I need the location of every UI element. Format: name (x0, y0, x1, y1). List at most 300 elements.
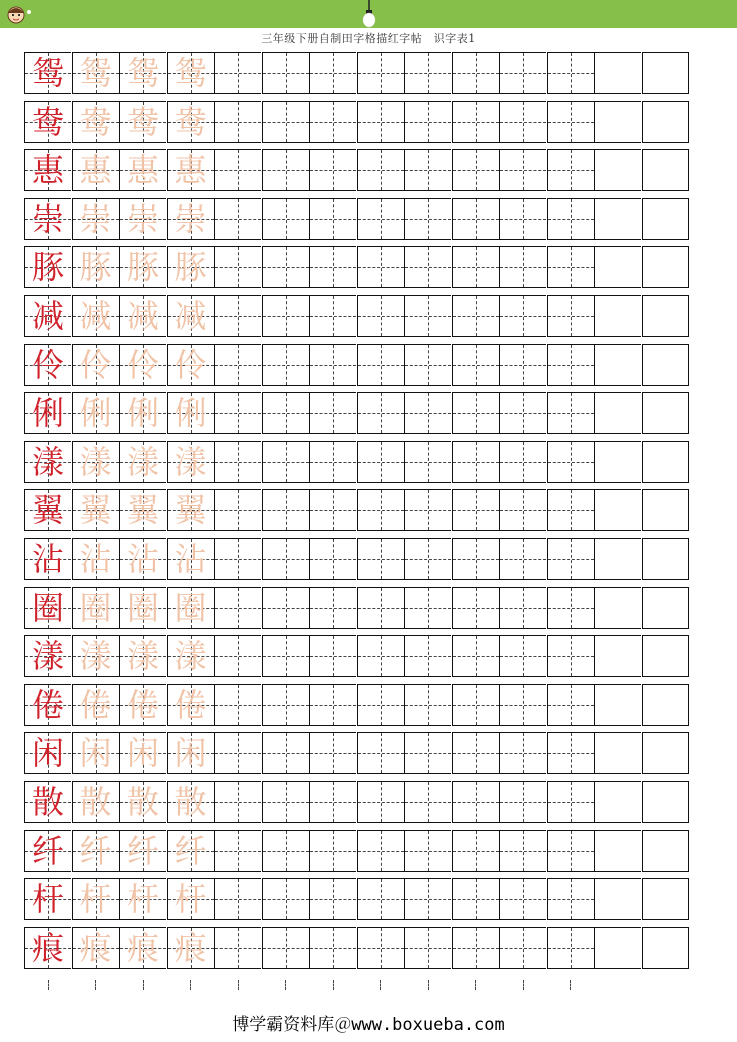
blank-writing-cell[interactable] (642, 295, 689, 337)
empty-writing-cell[interactable] (452, 198, 499, 240)
blank-writing-cell[interactable] (642, 101, 689, 143)
trace-character-cell (167, 295, 214, 337)
model-character-cell (24, 732, 71, 774)
empty-writing-cell[interactable] (357, 246, 404, 288)
blank-writing-cell[interactable] (594, 878, 641, 920)
empty-writing-cell[interactable] (214, 635, 261, 677)
trace-character: 崇 (174, 199, 207, 238)
blank-writing-cell[interactable] (642, 927, 689, 969)
model-character-cell (24, 781, 71, 823)
empty-writing-cell[interactable] (214, 489, 261, 531)
blank-writing-cell[interactable] (594, 781, 641, 823)
model-character-cell (24, 635, 71, 677)
blank-writing-cell[interactable] (642, 830, 689, 872)
empty-writing-cell[interactable] (547, 295, 594, 337)
trace-character: 俐 (126, 394, 159, 433)
blank-writing-cell[interactable] (642, 441, 689, 483)
empty-writing-cell[interactable] (357, 441, 404, 483)
empty-writing-cell[interactable] (357, 878, 404, 920)
empty-writing-cell[interactable] (214, 781, 261, 823)
empty-writing-cell[interactable] (499, 635, 546, 677)
trace-character-cell (72, 101, 119, 143)
empty-writing-cell[interactable] (357, 392, 404, 434)
model-character-cell (24, 392, 71, 434)
empty-writing-cell[interactable] (499, 732, 546, 774)
blank-writing-cell[interactable] (594, 830, 641, 872)
trace-character: 漾 (174, 637, 207, 676)
empty-writing-cell[interactable] (547, 878, 594, 920)
empty-writing-cell[interactable] (262, 927, 309, 969)
empty-writing-cell[interactable] (499, 878, 546, 920)
trace-character-cell (119, 344, 166, 386)
blank-writing-cell[interactable] (642, 52, 689, 94)
model-character-cell (24, 101, 71, 143)
empty-writing-cell[interactable] (309, 489, 356, 531)
empty-writing-cell[interactable] (547, 732, 594, 774)
model-character: 崇 (31, 199, 64, 238)
empty-writing-cell[interactable] (404, 635, 451, 677)
empty-writing-cell[interactable] (214, 392, 261, 434)
empty-writing-cell[interactable] (499, 344, 546, 386)
empty-writing-cell[interactable] (309, 246, 356, 288)
empty-writing-cell[interactable] (262, 344, 309, 386)
empty-writing-cell[interactable] (357, 295, 404, 337)
trace-character: 杆 (174, 880, 207, 919)
trace-character-cell (119, 149, 166, 191)
trace-character: 闲 (174, 734, 207, 773)
trace-character: 倦 (174, 685, 207, 724)
empty-writing-cell[interactable] (262, 149, 309, 191)
trace-character-cell (72, 246, 119, 288)
empty-writing-cell[interactable] (404, 732, 451, 774)
model-character: 俐 (31, 394, 64, 433)
empty-writing-cell[interactable] (357, 198, 404, 240)
model-character: 散 (31, 783, 64, 821)
empty-writing-cell[interactable] (262, 198, 309, 240)
trace-character: 崇 (79, 199, 112, 238)
empty-writing-cell[interactable] (262, 392, 309, 434)
empty-writing-cell[interactable] (499, 392, 546, 434)
empty-writing-cell[interactable] (214, 927, 261, 969)
empty-writing-cell[interactable] (309, 781, 356, 823)
empty-writing-cell[interactable] (452, 295, 499, 337)
trace-character: 减 (126, 297, 159, 335)
trace-character-cell (72, 538, 119, 580)
practice-row (24, 878, 689, 920)
empty-writing-cell[interactable] (404, 684, 451, 726)
empty-writing-cell[interactable] (309, 441, 356, 483)
blank-writing-cell[interactable] (594, 149, 641, 191)
empty-writing-cell[interactable] (357, 684, 404, 726)
blank-writing-cell[interactable] (642, 587, 689, 629)
trace-character-cell (167, 344, 214, 386)
practice-row (24, 927, 689, 969)
empty-writing-cell[interactable] (452, 52, 499, 94)
practice-row (24, 295, 689, 337)
empty-writing-cell[interactable] (309, 587, 356, 629)
trace-character-cell (72, 392, 119, 434)
empty-writing-cell[interactable] (262, 587, 309, 629)
trace-character-cell (72, 684, 119, 726)
empty-writing-cell[interactable] (404, 441, 451, 483)
practice-row (24, 441, 689, 483)
empty-writing-cell[interactable] (309, 927, 356, 969)
empty-writing-cell[interactable] (499, 295, 546, 337)
blank-writing-cell[interactable] (594, 198, 641, 240)
empty-writing-cell[interactable] (309, 198, 356, 240)
empty-writing-cell[interactable] (499, 149, 546, 191)
empty-writing-cell[interactable] (404, 878, 451, 920)
empty-writing-cell[interactable] (309, 52, 356, 94)
blank-writing-cell[interactable] (642, 538, 689, 580)
empty-writing-cell[interactable] (452, 149, 499, 191)
empty-writing-cell[interactable] (452, 878, 499, 920)
trace-character: 俐 (174, 394, 207, 433)
empty-writing-cell[interactable] (357, 52, 404, 94)
empty-writing-cell[interactable] (214, 149, 261, 191)
empty-writing-cell[interactable] (357, 781, 404, 823)
blank-writing-cell[interactable] (642, 635, 689, 677)
empty-writing-cell[interactable] (547, 489, 594, 531)
trace-character: 惠 (79, 151, 112, 190)
empty-writing-cell[interactable] (404, 149, 451, 191)
empty-writing-cell[interactable] (404, 52, 451, 94)
empty-writing-cell[interactable] (404, 246, 451, 288)
model-character-cell (24, 684, 71, 726)
empty-writing-cell[interactable] (499, 441, 546, 483)
empty-writing-cell[interactable] (214, 246, 261, 288)
empty-writing-cell[interactable] (262, 52, 309, 94)
trace-character-cell (72, 295, 119, 337)
practice-row (24, 198, 689, 240)
empty-writing-cell[interactable] (452, 101, 499, 143)
empty-writing-cell[interactable] (547, 587, 594, 629)
empty-writing-cell[interactable] (309, 295, 356, 337)
blank-writing-cell[interactable] (594, 441, 641, 483)
empty-writing-cell[interactable] (404, 538, 451, 580)
trace-character: 圈 (174, 588, 207, 627)
empty-writing-cell[interactable] (357, 344, 404, 386)
trace-character: 散 (126, 783, 159, 821)
trace-character: 鸯 (126, 102, 159, 141)
trace-character-cell (72, 489, 119, 531)
grid-tick-mark (333, 980, 334, 990)
blank-writing-cell[interactable] (642, 684, 689, 726)
grid-tick-mark (380, 980, 381, 990)
empty-writing-cell[interactable] (452, 344, 499, 386)
empty-writing-cell[interactable] (214, 295, 261, 337)
trace-character-cell (119, 538, 166, 580)
trace-character: 惠 (174, 151, 207, 190)
empty-writing-cell[interactable] (357, 489, 404, 531)
trace-character-cell (72, 781, 119, 823)
empty-writing-cell[interactable] (404, 781, 451, 823)
empty-writing-cell[interactable] (547, 392, 594, 434)
empty-writing-cell[interactable] (309, 732, 356, 774)
trace-character: 俐 (79, 394, 112, 433)
practice-row (24, 344, 689, 386)
trace-character: 沾 (174, 540, 207, 578)
trace-character-cell (167, 587, 214, 629)
empty-writing-cell[interactable] (404, 101, 451, 143)
empty-writing-cell[interactable] (404, 830, 451, 872)
empty-writing-cell[interactable] (309, 392, 356, 434)
empty-writing-cell[interactable] (452, 927, 499, 969)
blank-writing-cell[interactable] (594, 52, 641, 94)
empty-writing-cell[interactable] (262, 489, 309, 531)
blank-writing-cell[interactable] (594, 927, 641, 969)
empty-writing-cell[interactable] (499, 246, 546, 288)
empty-writing-cell[interactable] (547, 684, 594, 726)
empty-writing-cell[interactable] (214, 587, 261, 629)
trace-character: 纤 (126, 831, 159, 870)
empty-writing-cell[interactable] (262, 295, 309, 337)
empty-writing-cell[interactable] (309, 101, 356, 143)
empty-writing-cell[interactable] (499, 198, 546, 240)
empty-writing-cell[interactable] (357, 149, 404, 191)
blank-writing-cell[interactable] (594, 538, 641, 580)
empty-writing-cell[interactable] (547, 198, 594, 240)
blank-writing-cell[interactable] (594, 684, 641, 726)
trace-character: 痕 (174, 928, 207, 967)
empty-writing-cell[interactable] (262, 830, 309, 872)
empty-writing-cell[interactable] (357, 635, 404, 677)
blank-writing-cell[interactable] (594, 101, 641, 143)
empty-writing-cell[interactable] (262, 635, 309, 677)
blank-writing-cell[interactable] (642, 149, 689, 191)
blank-writing-cell[interactable] (594, 587, 641, 629)
empty-writing-cell[interactable] (404, 392, 451, 434)
empty-writing-cell[interactable] (214, 732, 261, 774)
blank-writing-cell[interactable] (594, 732, 641, 774)
trace-character: 翼 (174, 491, 207, 530)
empty-writing-cell[interactable] (499, 101, 546, 143)
empty-writing-cell[interactable] (499, 587, 546, 629)
top-banner (0, 0, 737, 28)
trace-character: 痕 (126, 928, 159, 967)
grid-tick-mark (238, 980, 239, 990)
empty-writing-cell[interactable] (499, 538, 546, 580)
empty-writing-cell[interactable] (547, 441, 594, 483)
trace-character-cell (167, 684, 214, 726)
trace-character-cell (167, 781, 214, 823)
grid-tick-mark (428, 980, 429, 990)
practice-row (24, 538, 689, 580)
trace-character: 翼 (126, 491, 159, 530)
empty-writing-cell[interactable] (547, 635, 594, 677)
practice-row (24, 732, 689, 774)
empty-writing-cell[interactable] (499, 52, 546, 94)
trace-character: 惠 (126, 151, 159, 190)
empty-writing-cell[interactable] (452, 781, 499, 823)
empty-writing-cell[interactable] (452, 732, 499, 774)
trace-character: 豚 (79, 248, 112, 287)
empty-writing-cell[interactable] (547, 538, 594, 580)
bottom-tick-marks (24, 980, 689, 992)
blank-writing-cell[interactable] (594, 489, 641, 531)
empty-writing-cell[interactable] (357, 101, 404, 143)
trace-character-cell (119, 587, 166, 629)
empty-writing-cell[interactable] (309, 878, 356, 920)
blank-writing-cell[interactable] (594, 246, 641, 288)
empty-writing-cell[interactable] (262, 878, 309, 920)
trace-character: 沾 (126, 540, 159, 578)
empty-writing-cell[interactable] (214, 52, 261, 94)
trace-character-cell (72, 927, 119, 969)
trace-character-cell (72, 587, 119, 629)
trace-character-cell (119, 246, 166, 288)
trace-character: 伶 (126, 345, 159, 384)
trace-character-cell (119, 489, 166, 531)
trace-character-cell (72, 635, 119, 677)
blank-writing-cell[interactable] (642, 732, 689, 774)
model-character-cell (24, 52, 71, 94)
trace-character-cell (167, 878, 214, 920)
empty-writing-cell[interactable] (452, 684, 499, 726)
trace-character: 漾 (79, 442, 112, 481)
model-character: 伶 (31, 345, 64, 384)
empty-writing-cell[interactable] (499, 927, 546, 969)
trace-character: 闲 (126, 734, 159, 773)
empty-writing-cell[interactable] (404, 587, 451, 629)
trace-character-cell (72, 344, 119, 386)
blank-writing-cell[interactable] (642, 392, 689, 434)
empty-writing-cell[interactable] (404, 295, 451, 337)
model-character: 沾 (31, 540, 64, 578)
empty-writing-cell[interactable] (262, 101, 309, 143)
empty-writing-cell[interactable] (452, 587, 499, 629)
empty-writing-cell[interactable] (357, 732, 404, 774)
empty-writing-cell[interactable] (214, 684, 261, 726)
practice-row (24, 830, 689, 872)
trace-character: 纤 (79, 831, 112, 870)
empty-writing-cell[interactable] (357, 830, 404, 872)
empty-writing-cell[interactable] (262, 781, 309, 823)
empty-writing-cell[interactable] (452, 830, 499, 872)
empty-writing-cell[interactable] (499, 781, 546, 823)
practice-row (24, 101, 689, 143)
grid-tick-mark (475, 980, 476, 990)
blank-writing-cell[interactable] (594, 635, 641, 677)
empty-writing-cell[interactable] (262, 684, 309, 726)
empty-writing-cell[interactable] (499, 489, 546, 531)
empty-writing-cell[interactable] (547, 344, 594, 386)
empty-writing-cell[interactable] (262, 441, 309, 483)
empty-writing-cell[interactable] (214, 344, 261, 386)
trace-character: 鸳 (174, 54, 207, 92)
trace-character-cell (119, 52, 166, 94)
trace-character: 痕 (79, 928, 112, 967)
trace-character-cell (119, 781, 166, 823)
empty-writing-cell[interactable] (547, 149, 594, 191)
empty-writing-cell[interactable] (262, 538, 309, 580)
trace-character-cell (167, 52, 214, 94)
empty-writing-cell[interactable] (404, 344, 451, 386)
model-character: 痕 (31, 928, 64, 967)
empty-writing-cell[interactable] (404, 489, 451, 531)
empty-writing-cell[interactable] (309, 830, 356, 872)
trace-character: 圈 (79, 588, 112, 627)
blank-writing-cell[interactable] (594, 344, 641, 386)
empty-writing-cell[interactable] (214, 198, 261, 240)
empty-writing-cell[interactable] (214, 101, 261, 143)
blank-writing-cell[interactable] (594, 295, 641, 337)
model-character: 倦 (31, 685, 64, 724)
trace-character: 鸯 (79, 102, 112, 141)
trace-character-cell (119, 732, 166, 774)
grid-tick-mark (190, 980, 191, 990)
trace-character: 漾 (174, 442, 207, 481)
practice-row (24, 246, 689, 288)
empty-writing-cell[interactable] (404, 198, 451, 240)
trace-character: 散 (174, 783, 207, 821)
empty-writing-cell[interactable] (499, 684, 546, 726)
trace-character: 散 (79, 783, 112, 821)
trace-character: 杆 (79, 880, 112, 919)
model-character: 惠 (31, 151, 64, 190)
empty-writing-cell[interactable] (262, 732, 309, 774)
blank-writing-cell[interactable] (594, 392, 641, 434)
empty-writing-cell[interactable] (214, 441, 261, 483)
empty-writing-cell[interactable] (547, 927, 594, 969)
empty-writing-cell[interactable] (499, 830, 546, 872)
trace-character: 鸳 (79, 54, 112, 92)
empty-writing-cell[interactable] (452, 441, 499, 483)
empty-writing-cell[interactable] (404, 927, 451, 969)
empty-writing-cell[interactable] (309, 684, 356, 726)
grid-tick-mark (570, 980, 571, 990)
trace-character: 圈 (126, 588, 159, 627)
model-character-cell (24, 246, 71, 288)
empty-writing-cell[interactable] (357, 587, 404, 629)
empty-writing-cell[interactable] (309, 538, 356, 580)
empty-writing-cell[interactable] (309, 344, 356, 386)
empty-writing-cell[interactable] (309, 149, 356, 191)
empty-writing-cell[interactable] (547, 246, 594, 288)
empty-writing-cell[interactable] (452, 489, 499, 531)
empty-writing-cell[interactable] (452, 538, 499, 580)
empty-writing-cell[interactable] (452, 246, 499, 288)
empty-writing-cell[interactable] (547, 830, 594, 872)
empty-writing-cell[interactable] (547, 101, 594, 143)
empty-writing-cell[interactable] (547, 781, 594, 823)
blank-writing-cell[interactable] (642, 878, 689, 920)
empty-writing-cell[interactable] (452, 635, 499, 677)
empty-writing-cell[interactable] (357, 538, 404, 580)
empty-writing-cell[interactable] (214, 830, 261, 872)
empty-writing-cell[interactable] (452, 392, 499, 434)
blank-writing-cell[interactable] (642, 198, 689, 240)
practice-row (24, 489, 689, 531)
grid-tick-mark (95, 980, 96, 990)
trace-character-cell (167, 538, 214, 580)
empty-writing-cell[interactable] (357, 927, 404, 969)
empty-writing-cell[interactable] (547, 52, 594, 94)
trace-character-cell (119, 441, 166, 483)
blank-writing-cell[interactable] (642, 489, 689, 531)
cartoon-avatar-icon (5, 3, 35, 25)
empty-writing-cell[interactable] (309, 635, 356, 677)
trace-character: 减 (79, 297, 112, 335)
blank-writing-cell[interactable] (642, 246, 689, 288)
empty-writing-cell[interactable] (262, 246, 309, 288)
practice-row (24, 781, 689, 823)
empty-writing-cell[interactable] (214, 538, 261, 580)
blank-writing-cell[interactable] (642, 781, 689, 823)
blank-writing-cell[interactable] (642, 344, 689, 386)
trace-character-cell (72, 441, 119, 483)
empty-writing-cell[interactable] (214, 878, 261, 920)
